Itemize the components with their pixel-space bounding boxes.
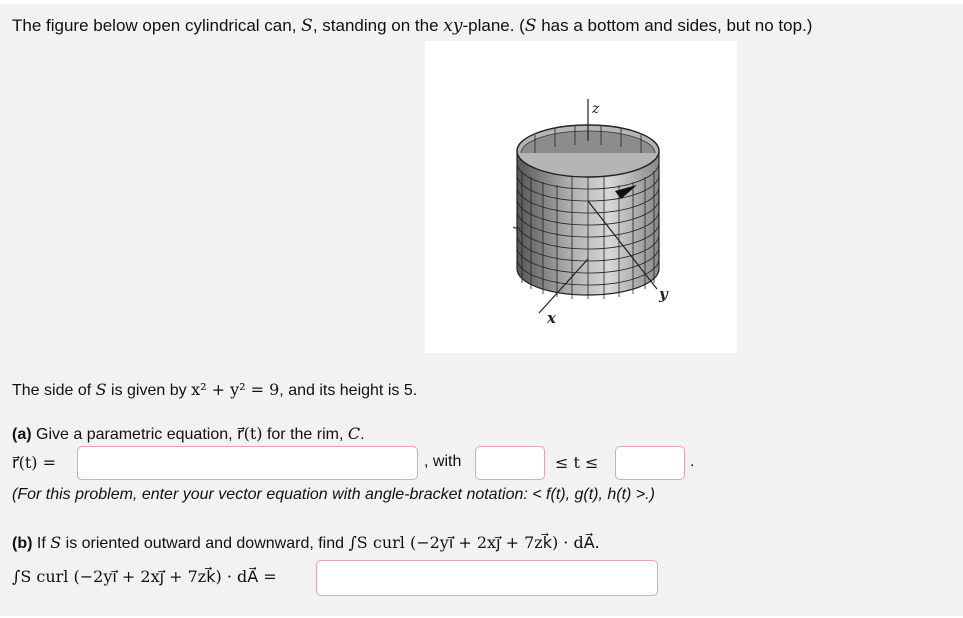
- intro-s2: S: [524, 16, 537, 36]
- part-b-prompt: [12, 533, 600, 553]
- t-lower-input[interactable]: [475, 446, 545, 480]
- integral-answer-input[interactable]: [316, 560, 658, 596]
- notation-note: (For this problem, enter your vector equation with angle-bracket notation: < f(t), g(t), h(t) >.): [12, 486, 655, 503]
- t-inequality: ≤ t ≤: [555, 453, 599, 472]
- part-b-label: (b): [12, 535, 33, 552]
- part-a-prompt: [12, 424, 365, 444]
- part-a-rt: r⃗(t): [237, 424, 263, 443]
- part-a-label: (a): [12, 426, 32, 443]
- intro-text-3: -plane. (: [462, 16, 525, 35]
- intro-text-4: has a bottom and sides, but no top.): [536, 16, 813, 35]
- cylinder-plot: [425, 41, 737, 353]
- rt-input[interactable]: [77, 446, 418, 480]
- part-a-c: C: [347, 424, 361, 443]
- axis-label-x: x: [547, 309, 556, 327]
- axis-label-y: y: [659, 285, 668, 303]
- axis-label-z: z: [592, 101, 600, 117]
- side-text-1: The side of: [12, 382, 96, 399]
- part-b-text-2: is oriented outward and downward, find: [61, 535, 349, 552]
- part-a-text: Give a parametric equation,: [31, 426, 237, 443]
- rt-period: .: [690, 453, 695, 470]
- problem-intro: [12, 16, 812, 36]
- intro-text: The figure below open cylindrical can,: [12, 16, 302, 35]
- side-text-3: , and its height is 5.: [279, 382, 418, 399]
- with-label: , with: [424, 453, 462, 470]
- intro-s: S: [301, 16, 313, 36]
- part-a-dot: .: [360, 426, 365, 443]
- part-a-text-2: for the rim,: [262, 426, 348, 443]
- side-s: S: [95, 380, 107, 399]
- part-b-integral: ∫S curl (−2yi⃗ + 2xj⃗ + 7zk⃗) · dA⃗.: [348, 533, 600, 552]
- side-description: [12, 380, 417, 400]
- side-equation: x² + y² = 9: [191, 380, 280, 399]
- part-b-text: If: [32, 535, 51, 552]
- part-b-s: S: [50, 533, 62, 552]
- cylinder-figure: [425, 41, 737, 353]
- t-upper-input[interactable]: [615, 446, 685, 480]
- rt-lhs: r⃗(t) =: [12, 453, 56, 472]
- intro-text-2: , standing on the: [312, 16, 444, 35]
- intro-plane: xy: [443, 16, 463, 36]
- side-text-2: is given by: [106, 382, 192, 399]
- integral-lhs: ∫S curl (−2yi⃗ + 2xj⃗ + 7zk⃗) · dA⃗ =: [12, 567, 277, 586]
